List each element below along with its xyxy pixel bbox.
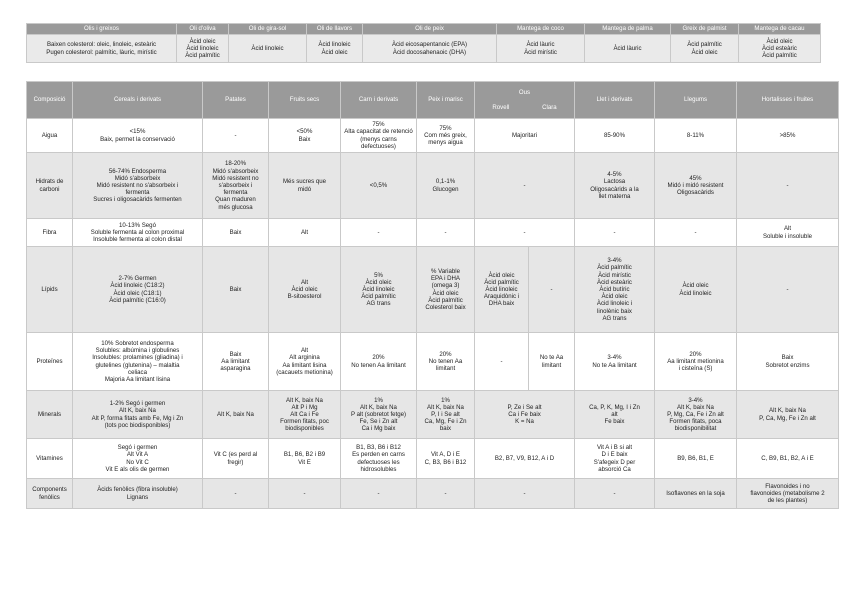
row-label: Lípids <box>27 247 73 333</box>
cell-fruits: Més sucres que midó <box>269 153 341 219</box>
row-minerals <box>27 391 839 439</box>
cell-llegums: 3-4% Alt K, baix Na P, Mg, Ca, Fe i Zn alt Formen fitats, poca biodisponibilitat <box>655 391 737 439</box>
row-proteines <box>27 333 839 391</box>
cell-fruits: Alt Àcid oleic B-sitoesterol <box>269 247 341 333</box>
cell-llet: - <box>575 479 655 509</box>
header-cereals: Cereals i derivats <box>73 82 203 119</box>
cell-carn: 1% Alt K, baix Na P alt (sobretot fetge) Fe, Se i Zn alt Ca i Mg baix <box>341 391 417 439</box>
cell-fruits: <50% Baix <box>269 119 341 153</box>
cell-llegums: Isoflavones en la soja <box>655 479 737 509</box>
cell-cereals: 56-74% Endosperma Midó s'absorbeix Midó resistent no s'absorbeix i fermenta Sucres i oligosacàrids fermenten <box>73 153 203 219</box>
header-mantega-cacau: Mantega de cacau <box>739 24 821 35</box>
cell-llegums: Àcid oleic Àcid linoleic <box>655 247 737 333</box>
cell-patates: 18-20% Midó s'absorbeix Midó resistent no s'absorbeix i fermenta Quan maduren més glucosa <box>203 153 269 219</box>
cell-ous: B2, B7, V9, B12, A i D <box>475 439 575 479</box>
row-label: Minerals <box>27 391 73 439</box>
row-lipids <box>27 247 839 333</box>
header-oli-oliva: Oli d'oliva <box>177 24 229 35</box>
row-label: Aigua <box>27 119 73 153</box>
cell-fruits: Alt Alt arginina Aa limitant lisina (cacauets metionina) <box>269 333 341 391</box>
cell-hortalisses: - <box>737 247 839 333</box>
cell-greix-palmist: Àcid palmític Àcid oleic <box>671 35 739 63</box>
header-oli-girasol: Oli de gira-sol <box>229 24 307 35</box>
cell-fruits: Alt K, baix Na Alt P i Mg Alt Ca i Fe Formen fitats, poc biodisponibles <box>269 391 341 439</box>
header-greix-palmist: Greix de palmist <box>671 24 739 35</box>
cell-hortalisses: Alt K, baix Na P, Ca, Mg, Fe i Zn alt <box>737 391 839 439</box>
header-llet: Llet i derivats <box>575 82 655 119</box>
cell-llet: Ca, P, K, Mg, I i Zn alt Fe baix <box>575 391 655 439</box>
cell-llegums: 8-11% <box>655 119 737 153</box>
cell-peix: 0,1-1% Glucogen <box>417 153 475 219</box>
row-fibra <box>27 219 839 247</box>
row-hidrats <box>27 153 839 219</box>
cell-patates: - <box>203 479 269 509</box>
cell-hortalisses: Baix Sobretot enzims <box>737 333 839 391</box>
cell-cereals: Àcids fenòlics (fibra insoluble) Lignans <box>73 479 203 509</box>
row-label: Fibra <box>27 219 73 247</box>
row-fenolics <box>27 479 839 509</box>
cell-ous: P, Ze i Se alt Ca i Fe baix K = Na <box>475 391 575 439</box>
header-mantega-palma: Mantega de palma <box>585 24 671 35</box>
cell-carn: 75% Alta capacitat de retenció (menys carns defectuoses) <box>341 119 417 153</box>
cell-peix: 75% Com més greix, menys aigua <box>417 119 475 153</box>
cell-peix: - <box>417 219 475 247</box>
cell-llegums: - <box>655 219 737 247</box>
cell-cereals: <15% Baix, permet la conservació <box>73 119 203 153</box>
cell-peix: % Variable EPA i DHA (omega 3) Àcid oleic Àcid palmític Colesterol baix <box>417 247 475 333</box>
cell-cereals: 2-7% Germen Àcid linoleic (C18:2) Àcid oleic (C18:1) Àcid palmític (C16:0) <box>73 247 203 333</box>
fats-data-row <box>27 35 821 63</box>
cell-cereals: 10% Sobretot endosperma Solubles: albúmina i globulines Insolubles: prolamines (gliadina) i glutelines (glutenina) – malaltia celiaca Majoria Aa limitant lisina <box>73 333 203 391</box>
cell-carn: 5% Àcid oleic Àcid linoleic Àcid palmític AG trans <box>341 247 417 333</box>
cell-patates: Alt K, baix Na <box>203 391 269 439</box>
cell-fruits: Alt <box>269 219 341 247</box>
cell-carn: - <box>341 479 417 509</box>
cell-cereals: Segó i germen Alt Vit A No Vit C Vit E als olis de germen <box>73 439 203 479</box>
cell-hortalisses: - <box>737 153 839 219</box>
header-fruits-secs: Fruits secs <box>269 82 341 119</box>
cell-mantega-cacau: Àcid oleic Àcid esteàric Àcid palmític <box>739 35 821 63</box>
cell-carn: 20% No tenen Aa limitant <box>341 333 417 391</box>
cell-llet: - <box>575 219 655 247</box>
cell-hortalisses: Alt Soluble i insoluble <box>737 219 839 247</box>
cell-hortalisses: >85% <box>737 119 839 153</box>
cell-hortalisses: C, B9, B1, B2, A i E <box>737 439 839 479</box>
cell-oli-peix: Àcid eicosapentanoic (EPA) Àcid docosahenaoic (DHA) <box>363 35 497 63</box>
cell-patates: Baix Aa limitant asparagina <box>203 333 269 391</box>
cell-ous: - <box>475 479 575 509</box>
cell-llet: 85-90% <box>575 119 655 153</box>
row-label: Components fenòlics <box>27 479 73 509</box>
header-rovell: Rovell <box>492 103 510 111</box>
cell-llet: Vit A i B si alt D i E baix S'afegeix D per absorció Ca <box>575 439 655 479</box>
header-ous-label: Ous <box>518 89 531 97</box>
header-oli-llavors: Oli de llavors <box>307 24 363 35</box>
header-hortalisses: Hortalisses i fruites <box>737 82 839 119</box>
row-label: Hidrats de carboni <box>27 153 73 219</box>
header-oli-peix: Oli de peix <box>363 24 497 35</box>
row-label: Proteïnes <box>27 333 73 391</box>
foods-table <box>26 81 839 509</box>
cell-mantega-palma: Àcid làuric <box>585 35 671 63</box>
cell-patates: Baix <box>203 247 269 333</box>
header-olis-greixos: Olis i greixos <box>27 24 177 35</box>
header-ous <box>475 82 575 119</box>
cell-carn: <0,5% <box>341 153 417 219</box>
cell-patates: Vit C (es perd al fregir) <box>203 439 269 479</box>
cell-rovell: - <box>475 333 529 391</box>
header-llegums: Llegums <box>655 82 737 119</box>
cell-carn: B1, B3, B6 i B12 Es perden en carns defectuoses les hidrosolubles <box>341 439 417 479</box>
cell-patates: - <box>203 119 269 153</box>
cell-llegums: 45% Midó i midó resistent Oligosacàrids <box>655 153 737 219</box>
header-mantega-coco: Mantega de coco <box>497 24 585 35</box>
cell-peix: 1% Alt K, baix Na P, I i Se alt Ca, Mg, Fe i Zn baix <box>417 391 475 439</box>
cell-llet: 3-4% Àcid palmític Àcid mirístic Àcid esteàric Àcid butíric Àcid oleic Àcid linoleic i linolènic baix AG trans <box>575 247 655 333</box>
cell-llet: 4-5% Lactosa Oligosacàrids a la llet materna <box>575 153 655 219</box>
cell-colesterol: Baixen colesterol: oleic, linoleic, esteàric Pugen colesterol: palmític, làuric, mirístic <box>27 35 177 63</box>
cell-llegums: B9, B6, B1, E <box>655 439 737 479</box>
cell-peix: - <box>417 479 475 509</box>
cell-ous: - <box>475 153 575 219</box>
cell-hortalisses: Flavonoides i no flavonoides (metabolisme 2 de les plantes) <box>737 479 839 509</box>
foods-header-row <box>27 82 839 119</box>
cell-ous: - <box>475 219 575 247</box>
header-carn: Carn i derivats <box>341 82 417 119</box>
header-ous-sub <box>476 104 573 111</box>
cell-peix: Vit A, D i E C, B3, B6 i B12 <box>417 439 475 479</box>
header-peix: Peix i marisc <box>417 82 475 119</box>
cell-oli-girasol: Àcid linoleic <box>229 35 307 63</box>
cell-llet: 3-4% No te Aa limitant <box>575 333 655 391</box>
cell-ous: Majoritari <box>475 119 575 153</box>
cell-peix: 20% No tenen Aa limitant <box>417 333 475 391</box>
fats-header-row <box>27 24 821 35</box>
cell-carn: - <box>341 219 417 247</box>
cell-clara: - <box>529 247 575 333</box>
cell-mantega-coco: Àcid làuric Àcid mirístic <box>497 35 585 63</box>
cell-fruits: - <box>269 479 341 509</box>
cell-cereals: 1-2% Segó i germen Alt K, baix Na Alt P, forma fitats amb Fe, Mg i Zn (tots poc biodisponibles) <box>73 391 203 439</box>
cell-oli-oliva: Àcid oleic Àcid linoleic Àcid palmític <box>177 35 229 63</box>
header-composicio: Composició <box>27 82 73 119</box>
row-aigua <box>27 119 839 153</box>
row-vitamines <box>27 439 839 479</box>
header-clara: Clara <box>542 103 557 111</box>
cell-cereals: 10-13% Segó Soluble fermenta al colon proximal Insoluble fermenta al colon distal <box>73 219 203 247</box>
cell-clara: No te Aa limitant <box>529 333 575 391</box>
cell-llegums: 20% Aa limitant metionina i cisteïna (S) <box>655 333 737 391</box>
cell-fruits: B1, B6, B2 i B9 Vit E <box>269 439 341 479</box>
header-patates: Patates <box>203 82 269 119</box>
cell-patates: Baix <box>203 219 269 247</box>
cell-rovell: Àcid oleic Àcid palmític Àcid linoleic Araquidònic i DHA baix <box>475 247 529 333</box>
fats-table <box>26 23 821 63</box>
row-label: Vitamines <box>27 439 73 479</box>
cell-oli-llavors: Àcid linoleic Àcid oleic <box>307 35 363 63</box>
